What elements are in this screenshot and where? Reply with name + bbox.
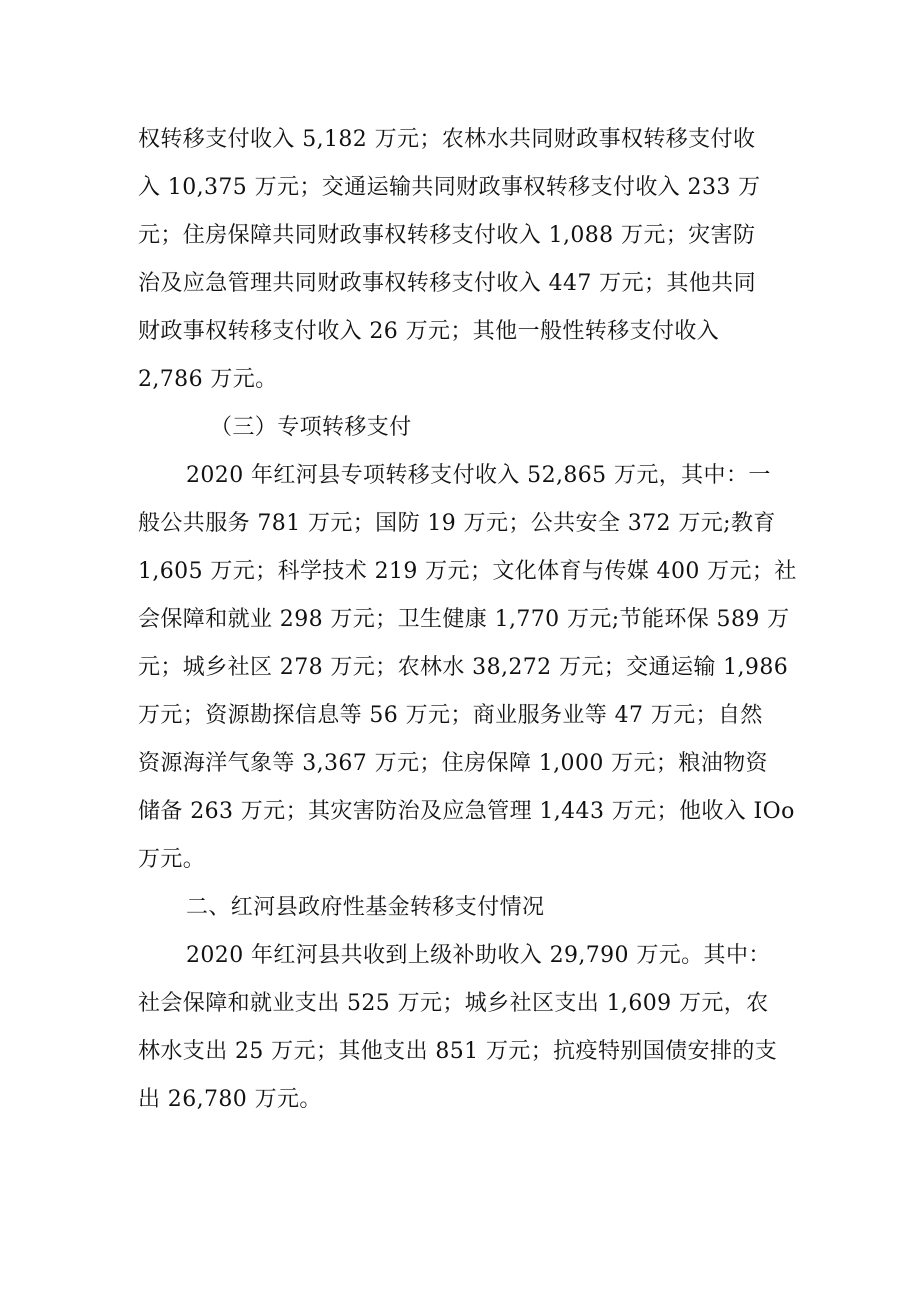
body-text-line: 资源海洋气象等 3,367 万元；住房保障 1,000 万元；粮油物资: [138, 751, 768, 776]
body-text-line: 财政事权转移支付收入 26 万元；其他一般性转移支付收入: [138, 319, 720, 344]
body-text-line: 元；城乡社区 278 万元；农林水 38,272 万元；交通运输 1,986: [138, 655, 789, 680]
body-text-line: 出 26,780 万元。: [138, 1087, 322, 1112]
body-text-line: 2020 年红河县共收到上级补助收入 29,790 万元。其中：: [186, 943, 771, 968]
body-text-line: 会保障和就业 298 万元；卫生健康 1,770 万元;节能环保 589 万: [138, 607, 790, 632]
body-text-line: 社会保障和就业支出 525 万元；城乡社区支出 1,609 万元，农: [138, 991, 769, 1016]
body-text-line: 2020 年红河县专项转移支付收入 52,865 万元，其中：一: [186, 463, 771, 488]
section-heading: （三）专项转移支付: [210, 415, 412, 440]
body-text-line: 1,605 万元；科学技术 219 万元；文化体育与传媒 400 万元；社: [138, 559, 797, 584]
body-text-line: 储备 263 万元；其灾害防治及应急管理 1,443 万元；他收入 IOo: [138, 799, 795, 824]
body-text-line: 入 10,375 万元；交通运输共同财政事权转移支付收入 233 万: [138, 175, 761, 200]
body-text-line: 林水支出 25 万元；其他支出 851 万元；抗疫特别国债安排的支: [138, 1039, 778, 1064]
body-text-line: 万元。: [138, 847, 206, 872]
section-heading: 二、红河县政府性基金转移支付情况: [186, 895, 545, 920]
body-text-line: 2,786 万元。: [138, 367, 278, 392]
body-text-line: 万元；资源勘探信息等 56 万元；商业服务业等 47 万元；自然: [138, 703, 763, 728]
body-text-line: 般公共服务 781 万元；国防 19 万元；公共安全 372 万元;教育: [138, 511, 776, 536]
body-text-line: 治及应急管理共同财政事权转移支付收入 447 万元；其他共同: [138, 271, 756, 296]
body-text-line: 权转移支付收入 5,182 万元；农林水共同财政事权转移支付收: [138, 127, 756, 152]
body-text-line: 元；住房保障共同财政事权转移支付收入 1,088 万元；灾害防: [138, 223, 756, 248]
